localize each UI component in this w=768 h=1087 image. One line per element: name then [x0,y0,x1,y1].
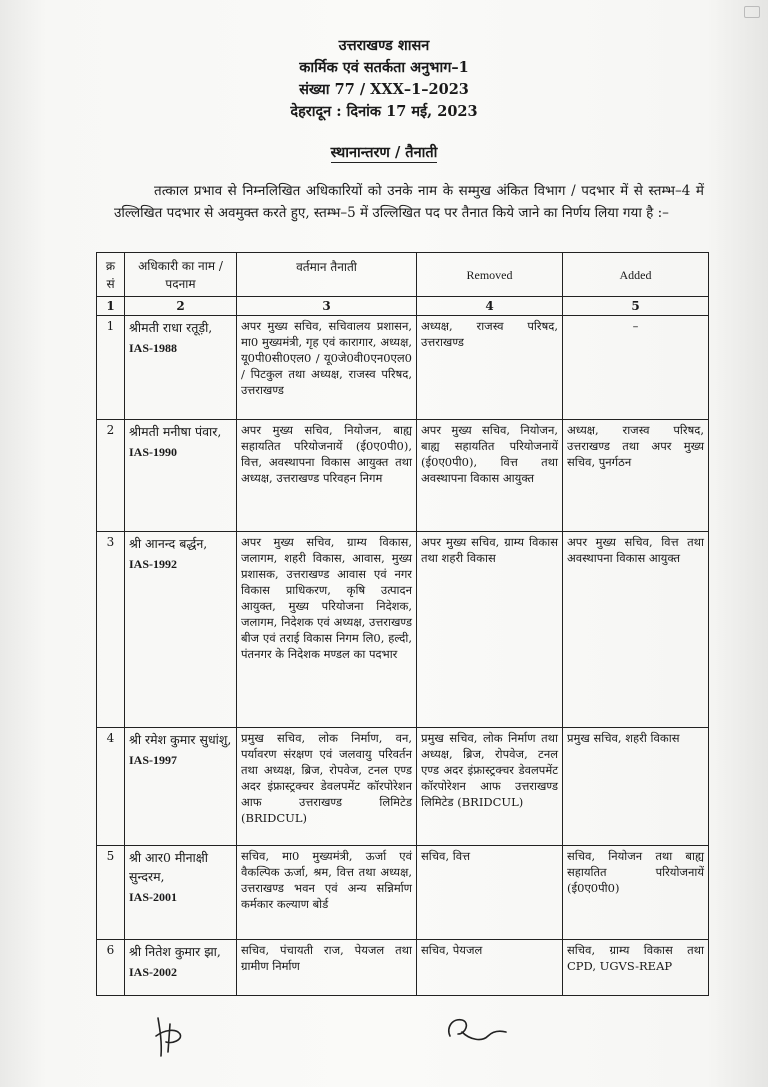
table-header-row [97,253,709,297]
current-posting: अपर मुख्य सचिव, सचिवालय प्रशासन, मा0 मुख्यमंत्री, गृह एवं कारागार, अध्यक्ष, यू0पी0सी0एल0 / यू0जे0वी0एन0एल0 / पिटकुल तथा अध्यक्ष, राजस्व परिषद, उत्तराखण्ड [237,316,417,420]
removed-posting: अपर मुख्य सचिव, नियोजन, बाह्य सहायतित परियोजनायें (ई0ए0पी0), वित्त तथा अवस्थापना विकास आयुक्त [417,420,563,532]
row-sn: 1 [97,316,125,420]
header-removed: Removed [417,253,563,297]
added-posting: – [563,316,709,420]
table-row [97,728,709,846]
table-row [97,532,709,728]
col-number: 1 [97,297,125,316]
officer-cell [125,940,237,996]
table-row [97,420,709,532]
removed-posting: सचिव, पेयजल [417,940,563,996]
officer-ias: IAS-2002 [129,965,178,979]
added-posting: सचिव, ग्राम्य विकास तथा CPD, UGVS-REAP [563,940,709,996]
row-sn: 2 [97,420,125,532]
officer-cell [125,316,237,420]
initial-signature-right [440,1010,520,1050]
current-posting: सचिव, मा0 मुख्यमंत्री, ऊर्जा एवं वैकल्पिक ऊर्जा, श्रम, वित्त तथा अध्यक्ष, उत्तराखण्ड भवन एवं अन्य सन्निर्माण कर्मकार कल्याण बोर्ड [237,846,417,940]
officer-name: श्री आनन्द बर्द्धन, [129,536,208,551]
header-sn: क्र सं [97,253,125,297]
intro-paragraph: तत्काल प्रभाव से निम्नलिखित अधिकारियों को उनके नाम के सम्मुख अंकित विभाग / पदभार में से स्तम्भ–4 में उल्लिखित पदभार से अवमुक्त करते हुए, स्तम्भ–5 में उल्लिखित पद पर तैनात किये जाने का निर्णय लिया गया है :– [114,183,704,221]
col-number: 5 [563,297,709,316]
column-number-row [97,297,709,316]
header-added: Added [563,253,709,297]
row-sn: 6 [97,940,125,996]
header-officer: अधिकारी का नाम / पदनाम [125,253,237,297]
removed-posting: सचिव, वित्त [417,846,563,940]
officer-ias: IAS-1992 [129,557,178,571]
current-posting: सचिव, पंचायती राज, पेयजल तथा ग्रामीण निर्माण [237,940,417,996]
row-sn: 3 [97,532,125,728]
table-row [97,316,709,420]
header-department: कार्मिक एवं सतर्कता अनुभाग–1 [299,59,469,76]
col-number: 2 [125,297,237,316]
removed-posting: प्रमुख सचिव, लोक निर्माण तथा अध्यक्ष, ब्रिज, रोपवेज, टनल एण्ड अदर इंफ्रास्ट्रक्चर डेवलपमेंट कॉरपोरेशन आफ उत्तराखण्ड लिमिटेड (BRIDCUL) [417,728,563,846]
current-posting: प्रमुख सचिव, लोक निर्माण, वन, पर्यावरण संरक्षण एवं जलवायु परिवर्तन तथा अध्यक्ष, ब्रिज, रोपवेज, टनल एण्ड अदर इंफ्रास्ट्रक्चर डेवलपमेंट कॉरपोरेशन आफ उत्तराखण्ड लिमिटेड (BRIDCUL) [237,728,417,846]
col-number: 3 [237,297,417,316]
col-number: 4 [417,297,563,316]
added-posting: सचिव, नियोजन तथा बाह्य सहायतित परियोजनायें (ई0ए0पी0) [563,846,709,940]
added-posting: अध्यक्ष, राजस्व परिषद, उत्तराखण्ड तथा अपर मुख्य सचिव, पुनर्गठन [563,420,709,532]
table-row [97,846,709,940]
subject-heading [0,142,768,162]
header-current: वर्तमान तैनाती [237,253,417,297]
officer-name: श्रीमती राधा रतूड़ी, [129,320,213,335]
officer-name: श्री रमेश कुमार सुधांशु, [129,732,232,747]
officer-cell [125,846,237,940]
table-row [97,940,709,996]
initial-signature-left [150,1012,190,1062]
current-posting: अपर मुख्य सचिव, ग्राम्य विकास, जलागम, शहरी विकास, आवास, मुख्य प्रशासक, उत्तराखण्ड आवास एवं नगर विकास प्राधिकरण, कृषि उत्पादन आयुक्त, मुख्य परियोजना निदेशक, जलागम, निदेशक एवं अध्यक्ष, उत्तराखण्ड बीज एवं तराई विकास निगम लि0, हल्दी, पंतनगर के निदेशक मण्डल का पदभार [237,532,417,728]
subject-text: स्थानान्तरण / तैनाती [330,144,438,161]
current-posting: अपर मुख्य सचिव, नियोजन, बाह्य सहायतित परियोजनायें (ई0ए0पी0), वित्त, अवस्थापना विकास आयुक्त तथा अध्यक्ष, उत्तराखण्ड परिवहन निगम [237,420,417,532]
officer-ias: IAS-1988 [129,341,178,355]
officer-ias: IAS-1997 [129,753,178,767]
officer-cell [125,532,237,728]
header-government: उत्तराखण्ड शासन [338,37,430,54]
added-posting: प्रमुख सचिव, शहरी विकास [563,728,709,846]
transfer-table [96,252,709,996]
officer-ias: IAS-1990 [129,445,178,459]
added-posting: अपर मुख्य सचिव, वित्त तथा अवस्थापना विकास आयुक्त [563,532,709,728]
header-number: संख्या 77 / XXX–1–2023 [299,81,469,98]
row-sn: 5 [97,846,125,940]
row-sn: 4 [97,728,125,846]
scan-corner-icon [744,6,760,18]
officer-name: श्रीमती मनीषा पंवार, [129,424,222,439]
officer-ias: IAS-2001 [129,890,178,904]
removed-posting: अपर मुख्य सचिव, ग्राम्य विकास तथा शहरी विकास [417,532,563,728]
officer-cell [125,728,237,846]
removed-posting: अध्यक्ष, राजस्व परिषद, उत्तराखण्ड [417,316,563,420]
officer-cell [125,420,237,532]
officer-name: श्री नितेश कुमार झा, [129,944,221,959]
officer-name: श्री आर0 मीनाक्षी सुन्दरम, [129,850,208,884]
header-date: देहरादून : दिनांक 17 मई, 2023 [290,103,478,120]
